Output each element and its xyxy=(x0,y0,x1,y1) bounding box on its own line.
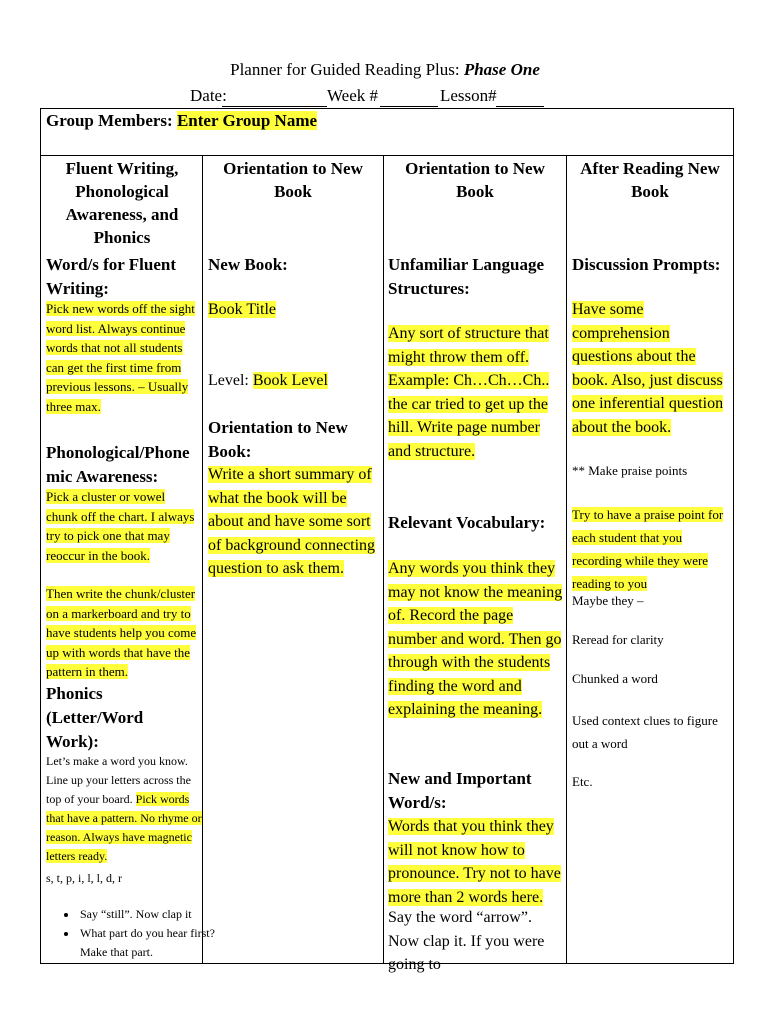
row-divider xyxy=(40,155,734,156)
lesson-underline xyxy=(496,106,544,107)
phonics-text xyxy=(46,752,202,866)
chunked-word: Chunked a word xyxy=(572,671,658,686)
praise-text: Try to have a praise point for each student that you recording while they were reading to you xyxy=(572,507,724,591)
list-item: • What part do you hear first? Make that part. xyxy=(78,924,238,962)
group-members-row xyxy=(46,109,317,133)
phonological-text: Pick a cluster or vowel chunk off the chart. I always try to pick one that may reoccur in the book. xyxy=(46,489,195,563)
context-clues: Used context clues to figure out a word xyxy=(572,713,718,751)
col-header-after-reading: After Reading New Book xyxy=(580,159,720,201)
maybe-they: Maybe they – xyxy=(572,593,644,608)
praise-heading: ** Make praise points xyxy=(572,463,688,478)
fluent-writing-heading: Word/s for Fluent Writing: xyxy=(46,255,177,298)
reread-clarity: Reread for clarity xyxy=(572,632,664,647)
level-value[interactable]: Book Level xyxy=(252,372,328,389)
orientation-heading: Orientation to New Book: xyxy=(208,418,348,461)
chunk-cluster-text: Then write the chunk/cluster on a markerboard and try to have students help you come up with words that have the pattern in them. xyxy=(46,586,197,680)
col-divider-1 xyxy=(202,155,203,963)
col-header-fluent-writing: Fluent Writing, Phonological Awareness, and Phonics xyxy=(65,159,179,247)
new-words-heading: New and Important Word/s: xyxy=(388,769,532,812)
week-label: Week # xyxy=(327,86,379,105)
group-members-value[interactable]: Enter Group Name xyxy=(176,111,318,130)
date-label: Date: xyxy=(190,86,227,105)
new-words-text: Words that you think they will not know how to pronounce. Try not to have more than 2 words here. xyxy=(388,818,561,906)
title-prefix: Planner for Guided Reading Plus: xyxy=(230,60,460,79)
vocabulary-text: Any words you think they may not know the meaning of. Record the page number and word. Then go through with the students finding the word and explaining the meaning. xyxy=(388,560,563,718)
level-label: Level: xyxy=(208,372,249,389)
phonics-text-highlight: Pick words that have a pattern. No rhyme or reason. Always have magnetic letters ready. xyxy=(46,792,202,863)
discussion-heading: Discussion Prompts: xyxy=(572,255,721,274)
col-header-orientation-1: Orientation to New Book xyxy=(223,159,363,201)
date-underline xyxy=(222,106,327,107)
fluent-writing-text: Pick new words off the sight word list. Always continue words that not all students can get the first time from previous lessons. – Usually three max. xyxy=(46,301,195,414)
phonics-text-plain: Let’s make a word you know. Line up your letters across the top of your board. xyxy=(46,754,191,806)
discussion-text: Have some comprehension questions about the book. Also, just discuss one inferential question about the book. xyxy=(572,301,724,436)
say-word-text: Say the word “arrow”. Now clap it. If you were going to xyxy=(388,909,545,973)
book-title: Book Title xyxy=(208,301,277,318)
unfamiliar-structures-heading: Unfamiliar Language Structures: xyxy=(388,255,545,298)
col-header-orientation-2: Orientation to New Book xyxy=(405,159,545,201)
list-item: • Say “still”. Now clap it xyxy=(78,905,238,924)
etc-text: Etc. xyxy=(572,774,593,789)
group-members-label: Group Members: xyxy=(46,111,173,130)
vocabulary-heading: Relevant Vocabulary: xyxy=(388,513,546,532)
col-divider-3 xyxy=(566,155,567,963)
phonics-bullets xyxy=(44,905,238,962)
page-title xyxy=(0,60,770,80)
book-level xyxy=(208,369,328,393)
phonological-heading: Phonological/Phonemic Awareness: xyxy=(46,443,190,486)
week-underline xyxy=(380,106,438,107)
phonics-heading: Phonics (Letter/Word Work): xyxy=(46,684,144,751)
title-phase: Phase One xyxy=(463,60,540,79)
new-book-label: New Book: xyxy=(208,255,288,274)
col-divider-2 xyxy=(383,155,384,963)
book-summary: Write a short summary of what the book will be about and have some sort of background connecting question to ask them. xyxy=(208,466,376,577)
unfamiliar-structures-text: Any sort of structure that might throw them off. Example: Ch…Ch…Ch.. the car tried to get up the hill. Write page number and structure. xyxy=(388,325,550,460)
lesson-label: Lesson# xyxy=(440,86,497,105)
letters-list: s, t, p, i, l, l, d, r xyxy=(46,871,123,885)
